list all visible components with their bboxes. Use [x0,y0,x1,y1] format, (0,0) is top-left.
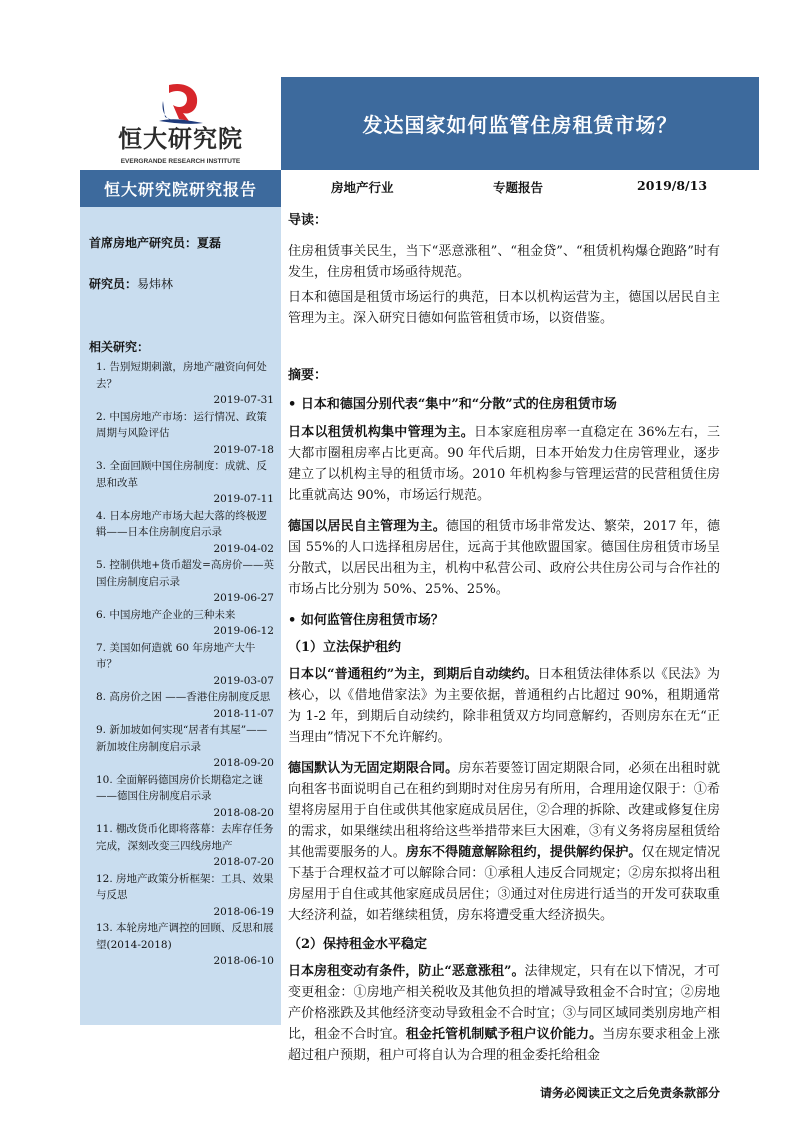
related-report-date: 2019-07-31 [213,394,274,406]
paragraph-lease-germany [288,758,720,926]
related-report-title[interactable]: 13. 本轮房地产调控的回顾、反思和展望(2014-2018) [96,922,274,951]
chief-researcher: 首席房地产研究员：夏磊 [89,236,222,250]
intro-heading: 导读： [288,213,328,228]
lead: 德国默认为无固定期限合同。 [288,761,459,776]
intro-paragraph-2: 日本和德国是租赁市场运行的典范，日本以机构运营为主，德国以居民自主管理为主。深入研究日德如何监管租赁市场，以资借鉴。 [288,290,720,326]
logo [80,77,281,170]
related-report-item[interactable] [96,409,274,459]
related-report-date: 2019-04-02 [213,542,274,555]
subheading-1: （1）立法保护租约 [288,640,402,655]
related-report-title[interactable]: 9. 新加坡如何实现“居者有其屋”——新加坡住房制度启示录 [96,724,268,753]
related-report-date: 2019-06-27 [213,592,274,604]
related-report-title[interactable]: 11. 棚改货币化即将落幕：去库存任务完成，深刻改变三四线房地产 [96,823,274,852]
main-content [288,210,720,1102]
related-report-item[interactable] [96,640,274,690]
body: 房东若要签订固定期限合同，必须在出租时就向租客书面说明自己在租约到期时对住房另有所用，合理用途仅限于：①希望将房屋用于自住或供其他家庭成员居住，②合理的拆除、改建或修复住房的需求，如果继续出租将给这些举措带来巨大困难，③有义务将房屋租赁给其他需要服务的人。 [288,761,720,860]
related-report-item[interactable] [96,821,274,871]
bullet-heading-1: • 日本和德国分别代表“集中”和“分散”式的住房租赁市场 [288,397,617,412]
related-report-item[interactable] [96,722,274,772]
paragraph-rent-japan [288,961,720,1066]
related-report-title[interactable]: 1. 告别短期刺激，房地产融资向何处去？ [96,361,267,390]
related-report-date: 2019-07-18 [213,443,274,456]
subheading-2: （2）保持租金水平稳定 [288,937,428,952]
summary-heading: 摘要： [288,368,328,383]
brand-bar: 恒大研究院研究报告 [80,170,281,207]
logo-name-cn: 恒大研究院 [118,125,243,153]
lead: 日本房租变动有条件，防止“恶意涨租”。 [288,964,525,979]
disclaimer-note: 请务必阅读正文之后免责条款部分 [539,1086,720,1100]
lead: 日本以“普通租约”为主，到期后自动续约。 [288,667,538,682]
related-report-date: 2018-06-19 [213,905,274,918]
related-report-item[interactable] [96,871,274,921]
related-report-date: 2019-03-07 [213,674,274,687]
related-report-item[interactable] [96,689,274,722]
related-report-date: 2018-07-20 [213,856,274,868]
report-type: 专题报告 [493,180,544,195]
related-report-title[interactable]: 2. 中国房地产市场：运行情况、政策周期与风险评估 [96,410,267,439]
bold-statement: 房东不得随意解除租约，提供解约保护。 [405,845,642,860]
related-title: 相关研究： [89,340,150,354]
related-report-date: 2018-09-20 [213,757,274,769]
paragraph-lease-japan [288,664,720,748]
related-report-title[interactable]: 4. 日本房地产市场大起大落的终极逻辑——日本住房制度启示录 [96,509,267,538]
related-report-item[interactable] [96,920,274,970]
report-date: 2019/8/13 [637,178,708,193]
sidebar [80,207,281,1025]
related-report-date: 2019-06-12 [213,625,274,637]
researcher-label: 研究员： [89,277,138,291]
report-meta [281,170,759,207]
related-list [96,359,274,970]
related-report-item[interactable] [96,557,274,607]
body: 日本家庭租房率一直稳定在 36%左右，三大都市圈租房率占比更高。90 年代后期，日本开始发力住房管理业，逐步建立了以机构主导的租赁市场。2010 年机构参与管理运营的民营租赁住房比重就高达 90%，市场运行规范。 [288,425,720,503]
researcher-name: 易炜林 [137,277,174,291]
related-report-title[interactable]: 6. 中国房地产企业的三种未来 [96,608,236,621]
logo-mark-icon [155,81,205,125]
related-report-title[interactable]: 3. 全面回顾中国住房制度：成就、反思和改革 [96,460,267,489]
body-2: 当房东要求租金上涨超过租户预期，租户可将自认为合理的租金委托给租金 [288,1027,720,1063]
lead: 日本以租赁机构集中管理为主。 [288,425,475,440]
related-report-item[interactable] [96,508,274,558]
related-report-title[interactable]: 8. 高房价之困 ——香港住房制度反思 [96,691,271,703]
body: 法律规定，只有在以下情况，才可变更租金：①房地产相关税收及其他负担的增减导致租金不合时宜；②房地产价格涨跌及其他经济变动导致租金不合时宜；③与同区域同类别房地产相比，租金不合时宜。 [288,964,720,1042]
related-report-item[interactable] [96,607,274,640]
bullet-heading-2: • 如何监管住房租赁市场？ [288,613,444,628]
body-2: 仅在规定情况下基于合理权益才可以解除合同：①承租人违反合同规定；②房东拟将出租房屋用于自住或其他家庭成员居住；③通过对住房进行适当的开发可获取重大经济利益，如若继续租赁，房东将遭受重大经济损失。 [288,845,720,923]
related-report-date: 2018-08-20 [213,806,274,819]
logo-name-en: EVERGRANDE RESEARCH INSTITUTE [120,158,241,165]
related-report-item[interactable] [96,359,274,409]
report-title: 发达国家如何监管住房租赁市场？ [281,77,759,170]
researcher [89,276,274,292]
paragraph-japan [288,422,720,506]
related-report-item[interactable] [96,458,274,508]
related-report-date: 2018-11-07 [213,707,274,720]
paragraph-germany [288,516,720,600]
related-report-title[interactable]: 5. 控制供地+货币超发=高房价——英国住房制度启示录 [96,559,274,588]
body: 日本租赁法律体系以《民法》为核心，以《借地借家法》为主要依据，普通租约占比超过 90%，租期通常为 1-2 年，到期后自动续约，除非租赁双方均同意解约，否则房东在无“正当理由”情况下不允许解约。 [288,667,720,745]
related-report-date: 2018-06-10 [213,955,274,967]
industry: 房地产行业 [331,180,394,195]
lead: 德国以居民自主管理为主。 [288,519,446,534]
related-report-date: 2019-07-11 [213,493,274,505]
related-report-title[interactable]: 10. 全面解码德国房价长期稳定之谜——德国住房制度启示录 [96,773,264,802]
intro-paragraph-1: 住房租赁事关民生，当下“恶意涨租”、“租金贷”、“租赁机构爆仓跑路”时有发生，住房租赁市场亟待规范。 [288,244,720,280]
body: 德国的租赁市场非常发达、繁荣，2017 年，德国 55%的人口选择租房居住，远高于其他欧盟国家。德国住房租赁市场呈分散式，以居民出租为主，机构中私营公司、政府公共住房公司与合作社的市场占比分别为 50%、25%、25%。 [288,519,720,597]
bold-statement: 租金托管机制赋予租户议价能力。 [405,1027,603,1042]
related-report-title[interactable]: 7. 美国如何造就 60 年房地产大牛市？ [96,641,256,670]
related-report-title[interactable]: 12. 房地产政策分析框架：工具、效果与反思 [96,872,274,901]
related-report-item[interactable] [96,772,274,822]
